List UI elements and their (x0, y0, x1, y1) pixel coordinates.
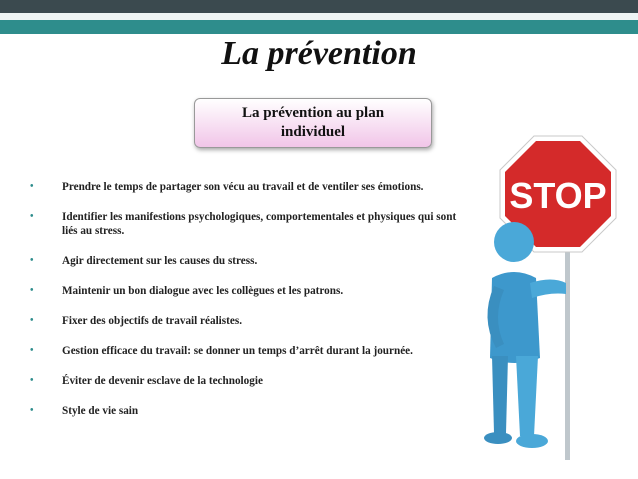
bullet-icon: • (30, 405, 34, 416)
bullet-item (30, 210, 465, 238)
figure-right-leg (516, 356, 538, 436)
top-banner-light-stripe (0, 13, 638, 20)
bullet-item (30, 314, 465, 328)
top-banner (0, 0, 638, 20)
stop-sign-text: STOP (509, 175, 607, 216)
bullet-icon: • (30, 181, 34, 192)
figure-raised-arm (530, 280, 566, 299)
bullet-text: Éviter de devenir esclave de la technologie (62, 375, 263, 387)
subtitle-box: La prévention au plan individuel (194, 98, 432, 148)
bullet-icon: • (30, 285, 34, 296)
bullet-item (30, 284, 465, 298)
figure-head (494, 222, 534, 262)
slide-title: La prévention (221, 35, 417, 72)
bullet-icon: • (30, 345, 34, 356)
bullet-text: Prendre le temps de partager son vécu au travail et de ventiler ses émotions. (62, 181, 424, 193)
bullet-icon: • (30, 375, 34, 386)
bullet-text: Fixer des objectifs de travail réalistes. (62, 315, 242, 327)
bullet-text: Identifier les manifestions psychologiques, comportementales et physiques qui sont liés au stress. (62, 211, 457, 237)
bullet-item (30, 374, 465, 388)
figure-left-leg (492, 356, 508, 433)
bullet-item (30, 180, 465, 194)
bullet-icon: • (30, 211, 34, 222)
figure-right-foot (516, 434, 548, 448)
figure-left-foot (484, 432, 512, 444)
bullet-icon: • (30, 315, 34, 326)
sign-pole (565, 228, 570, 460)
bullet-icon: • (30, 255, 34, 266)
top-banner-teal-stripe (0, 20, 638, 34)
bullet-text: Style de vie sain (62, 405, 139, 417)
bullet-text: Agir directement sur les causes du stress. (62, 255, 258, 267)
stop-sign-figure-illustration (462, 118, 622, 463)
bullet-item (30, 344, 465, 358)
bullet-text: Maintenir un bon dialogue avec les collègues et les patrons. (62, 285, 344, 297)
bullet-list (30, 180, 465, 434)
bullet-item (30, 404, 465, 418)
bullet-text: Gestion efficace du travail: se donner un temps d’arrêt durant la journée. (62, 345, 413, 357)
bullet-item (30, 254, 465, 268)
